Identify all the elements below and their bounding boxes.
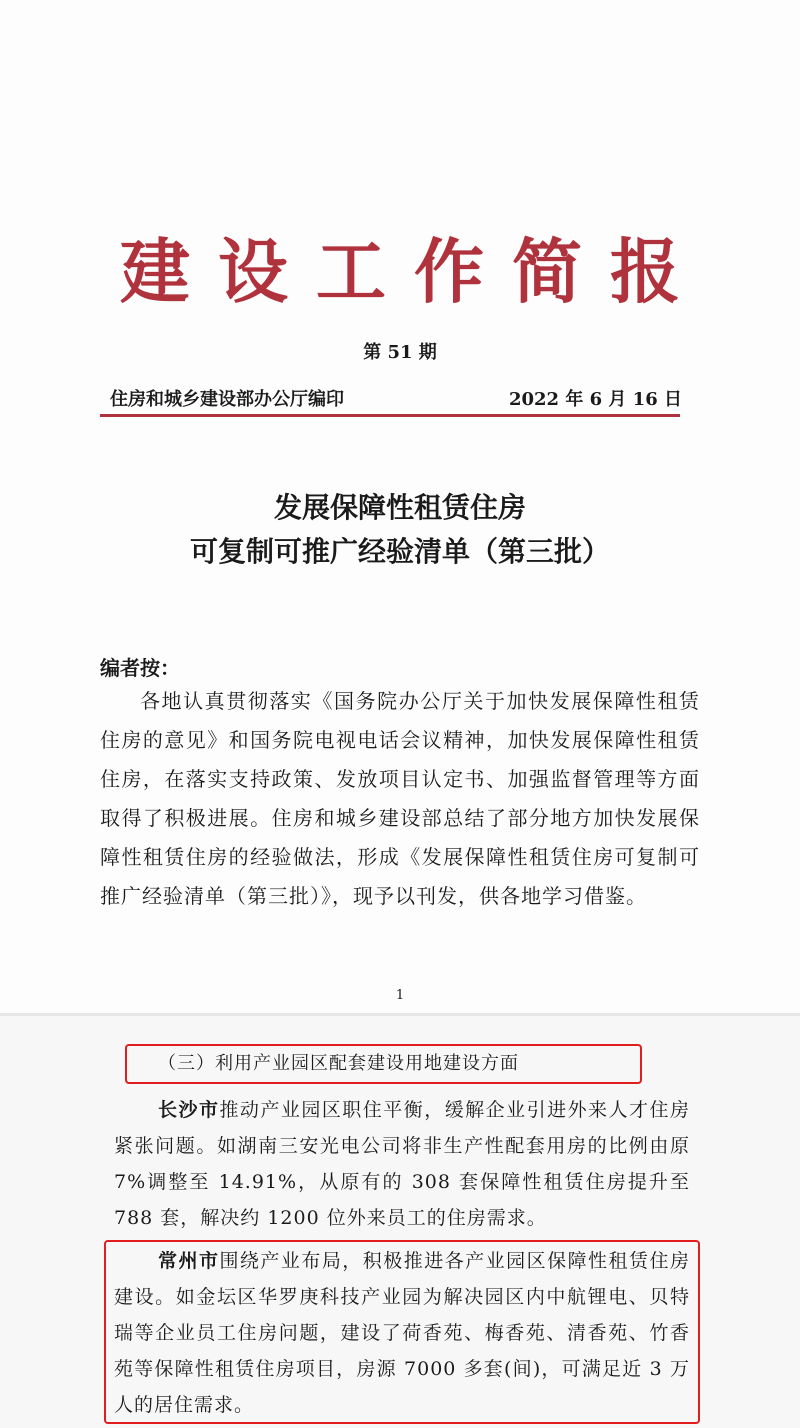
publisher: 住房和城乡建设部办公厅编印 (110, 389, 344, 410)
issue-number: 第 51 期 (363, 342, 437, 363)
header-red-rule (100, 414, 680, 417)
city-name-changzhou: 常州市 (158, 1250, 220, 1272)
article-title-line2: 可复制可推广经验清单（第三批） (189, 535, 610, 568)
city-name-changsha: 长沙市 (158, 1099, 220, 1121)
paragraph-changsha (114, 1092, 690, 1236)
editor-note-text: 各地认真贯彻落实《国务院办公厅关于加快发展保障性租赁住房的意见》和国务院电视电话会议精神，加快发展保障性租赁住房，在落实支持政策、发放项目认定书、加强监督管理等方面取得了积极进展。住房和城乡建设部总结了部分地方加快发展保障性租赁住房的经验做法，形成《发展保障性租赁住房可复制可推广经验清单（第三批）》，现予以刊发，供各地学习借鉴。 (100, 689, 700, 908)
publish-date: 2022 年 6 月 16 日 (508, 389, 682, 410)
page-number: 1 (395, 988, 405, 1003)
article-title-line1: 发展保障性租赁住房 (273, 491, 526, 524)
paragraph-changzhou-text: 围绕产业布局，积极推进各产业园区保障性租赁住房建设。如金坛区华罗庚科技产业园为解决园区内中航锂电、贝特瑞等企业员工住房问题，建设了荷香苑、梅香苑、清香苑、竹香苑等保障性租赁住房项目，房源 7000 多套(间)，可满足近 3 万人的居住需求。 (114, 1250, 690, 1416)
masthead-title: 建设工作简报 (120, 230, 708, 313)
paragraph-changsha-text: 推动产业园区职住平衡，缓解企业引进外来人才住房紧张问题。如湖南三安光电公司将非生产性配套用房的比例由原 7%调整至 14.91%，从原有的 308 套保障性租赁住房提升至 788 套，解决约 1200 位外来员工的住房需求。 (114, 1099, 690, 1229)
paragraph-changzhou (114, 1243, 690, 1423)
section-heading: （三）利用产业园区配套建设用地建设方面 (158, 1053, 519, 1074)
page-divider (0, 1013, 800, 1016)
editor-note-label: 编者按： (100, 656, 180, 680)
